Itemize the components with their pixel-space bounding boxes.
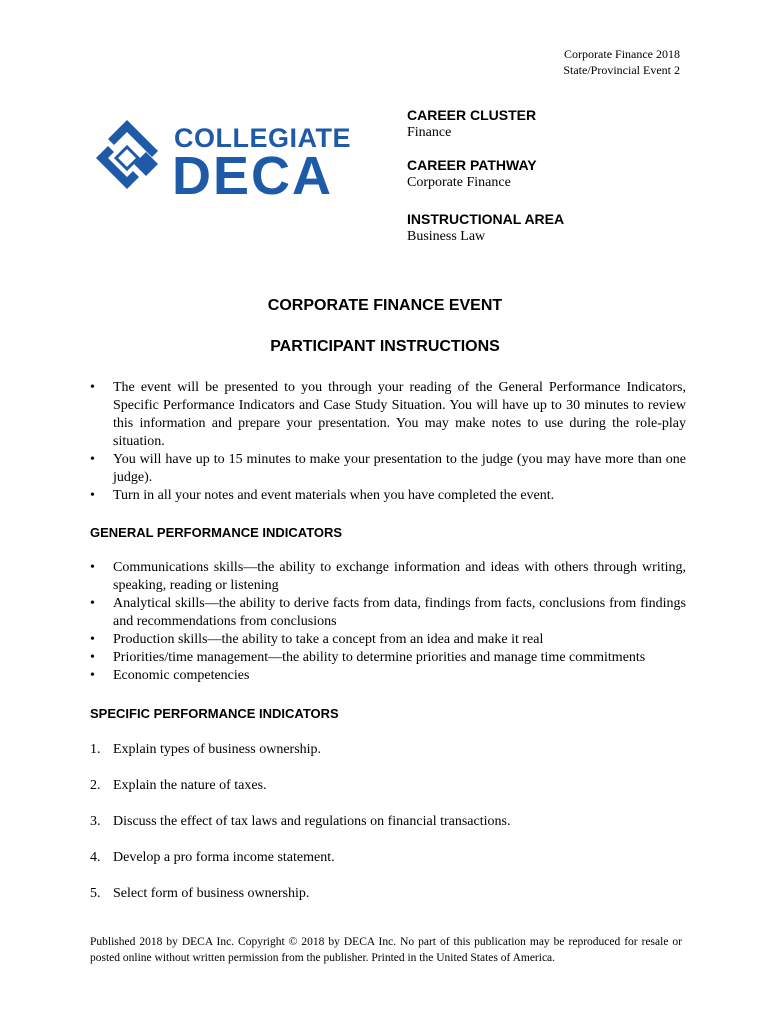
bullet: •	[90, 380, 95, 395]
career-cluster-label: CAREER CLUSTER	[407, 107, 537, 123]
instructional-area-value: Business Law	[407, 229, 486, 244]
list-item: • Analytical skills—the ability to derive facts from data, findings from facts, conclusions from findings and recommendations from conclusions	[90, 596, 686, 629]
bullet: •	[90, 560, 95, 575]
list-item: • Production skills—the ability to take a concept from an idea and make it real	[90, 632, 544, 647]
copyright-footer: Published 2018 by DECA Inc. Copyright © 2018 by DECA Inc. No part of this publication may be reproduced for resale or posted online without written permission from the publisher. Printed in the United States of America.	[90, 936, 682, 964]
bullet: •	[90, 668, 95, 683]
career-pathway-value: Corporate Finance	[407, 175, 511, 190]
list-item: 4. Develop a pro forma income statement.	[90, 850, 335, 865]
career-info	[407, 106, 707, 260]
bullet: •	[90, 596, 95, 611]
event-title: CORPORATE FINANCE EVENT	[267, 297, 503, 314]
gpi-list	[90, 559, 686, 685]
logo-collegiate: COLLEGIATE	[174, 123, 351, 153]
list-item: • The event will be presented to you through your reading of the General Performance Indicators, Specific Performance Indicators and Case Study Situation. You will have up to 30 minutes to review this information and prepare your presentation. You may make notes to use during the role-play situation.	[90, 380, 686, 449]
item-number: 4.	[90, 850, 101, 865]
logo-deca: DECA	[172, 146, 334, 200]
item-number: 5.	[90, 886, 101, 901]
list-item: 1. Explain types of business ownership.	[90, 742, 322, 757]
spi-heading: SPECIFIC PERFORMANCE INDICATORS	[90, 706, 339, 721]
list-item: • You will have up to 15 minutes to make your presentation to the judge (you may have more than one judge).	[90, 452, 686, 485]
bullet: •	[90, 650, 95, 665]
document-header	[563, 46, 680, 78]
list-item: • Priorities/time management—the ability to determine priorities and manage time commitments	[90, 650, 646, 665]
career-pathway-label: CAREER PATHWAY	[407, 157, 537, 173]
item-number: 1.	[90, 742, 101, 757]
list-item: • Economic competencies	[90, 668, 250, 683]
bullet: •	[90, 488, 95, 503]
list-item: 3. Discuss the effect of tax laws and regulations on financial transactions.	[90, 814, 511, 829]
gpi-heading: GENERAL PERFORMANCE INDICATORS	[90, 525, 343, 540]
list-item: • Communications skills—the ability to exchange information and ideas with others through writing, speaking, reading or listening	[90, 560, 686, 593]
spi-list	[90, 741, 686, 921]
collegiate-deca-logo	[94, 118, 366, 200]
list-item: 2. Explain the nature of taxes.	[90, 778, 267, 793]
list-item: • Turn in all your notes and event materials when you have completed the event.	[90, 488, 555, 503]
instructional-area-label: INSTRUCTIONAL AREA	[407, 211, 565, 227]
item-number: 3.	[90, 814, 101, 829]
instructions-list	[90, 379, 686, 505]
bullet: •	[90, 632, 95, 647]
list-item: 5. Select form of business ownership.	[90, 886, 310, 901]
bullet: •	[90, 452, 95, 467]
instructions-title: PARTICIPANT INSTRUCTIONS	[270, 338, 500, 355]
item-number: 2.	[90, 778, 101, 793]
header-event-level: State/Provincial Event 2	[563, 63, 680, 77]
header-event-name: Corporate Finance 2018	[564, 47, 680, 61]
career-cluster-value: Finance	[407, 125, 452, 140]
